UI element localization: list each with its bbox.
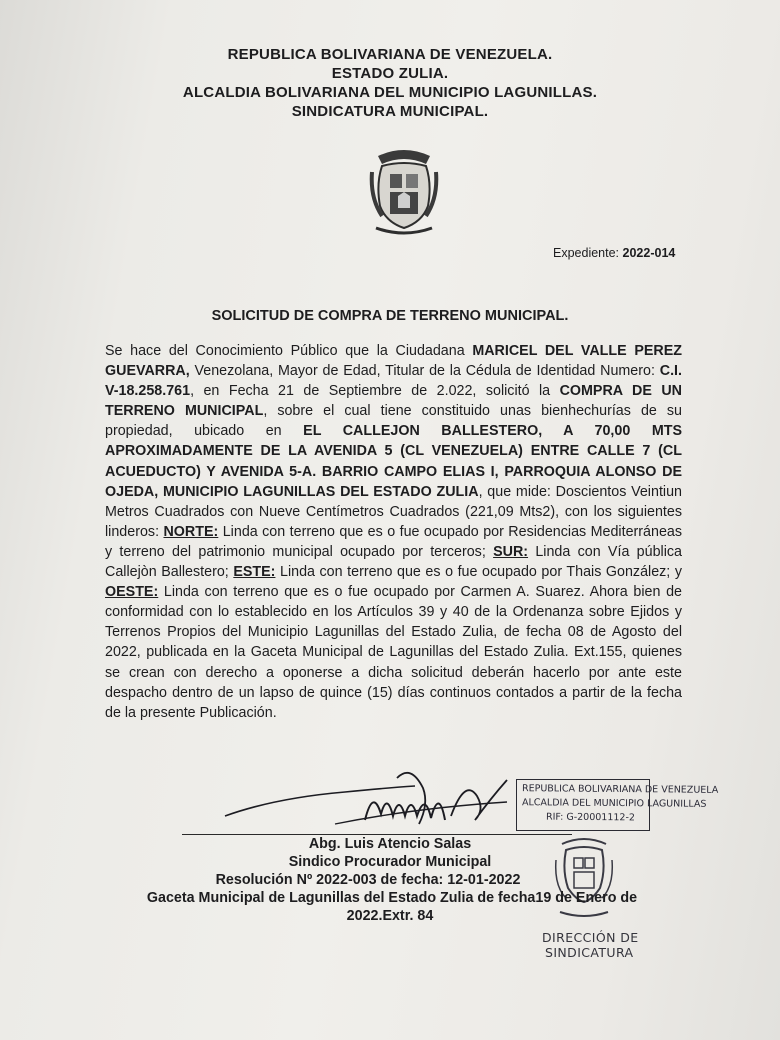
header-line-republic: REPUBLICA BOLIVARIANA DE VENEZUELA. (227, 46, 553, 63)
expediente-number (553, 246, 675, 260)
stamp-line-direccion: DIRECCIÓN DE (542, 930, 639, 945)
stamp-line-rif: RIF: G-20001112-2 (545, 811, 636, 824)
body-text: Linda con Vía pública Callejòn Ballestero; (105, 543, 682, 581)
header-line-alcaldia: ALCALDIA BOLIVARIANA DEL MUNICIPIO LAGUNILLAS. (182, 84, 598, 101)
body-text: , sobre el cual tiene constituido unas bienhechurías de su propiedad, ubicado en (105, 403, 682, 440)
signature-line (182, 834, 572, 835)
gaceta-reference: Gaceta Municipal de Lagunillas del Estado Zulia de fecha19 de Enero de (146, 890, 638, 906)
body-text: Linda con terreno que es o fue ocupado por Thais González; y (275, 564, 682, 581)
body-text: Linda con terreno que es o fue ocupado por Carmen A. Suarez. Ahora bien de conformidad con lo establecido en los Artículos 39 y 40 de la Ordenanza sobre Ejidos y Terrenos Propios del Municipio Lagunillas del Estado Zulia, de fecha 08 de Agosto del 2022, publicada en la Gaceta Municipal de Lagunillas del Estado Zulia. Ext.155, quienes se crean con derecho a oponerse a dicha solicitud deberán hacerlo por ante este despacho dentro de un lapso de quince (15) días continuos contados a partir de la fecha de la presente Publicación. (105, 584, 682, 721)
signatory-role: Sindico Procurador Municipal (288, 854, 492, 870)
body-text: Se hace del Conocimiento Público que la Ciudadana (105, 343, 473, 359)
stamp-line-republic: REPUBLICA BOLIVARIANA DE VENEZUELA (521, 783, 719, 796)
handwritten-signature (215, 758, 515, 838)
gaceta-reference-cont: 2022.Extr. 84 (346, 908, 434, 924)
municipal-coat-of-arms-icon (368, 142, 440, 238)
applicant-name: MARICEL DEL VALLE PEREZ GUEVARRA, (105, 343, 682, 380)
header-line-sindicatura: SINDICATURA MUNICIPAL. (291, 103, 489, 120)
signatory-name: Abg. Luis Atencio Salas (308, 836, 472, 852)
property-location: EL CALLEJON BALLESTERO, A 70,00 MTS APROXIMADAMENTE DE LA AVENIDA 5 (CL VENEZUELA) ENTRE CALLE 7 (CL ACUEDUCTO) Y AVENIDA 5-A. BARRIO CAMPO ELIAS I, PARROQUIA ALONSO DE OJEDA, MUNICIPIO LAGUNILLAS DEL ESTADO ZULIA (105, 423, 683, 500)
boundary-west-label: OESTE: (105, 584, 159, 601)
header-line-state: ESTADO ZULIA. (331, 65, 449, 82)
expediente-value: 2022-014 (622, 246, 676, 260)
stamp-line-alcaldia: ALCALDIA DEL MUNICIPIO LAGUNILLAS (521, 797, 707, 810)
boundary-east-label: ESTE: (233, 564, 276, 581)
expediente-label: Expediente: (553, 246, 620, 260)
document-header (0, 45, 780, 121)
resolution-reference: Resolución Nº 2022-003 de fecha: 12-01-2022 (215, 872, 521, 888)
body-text: , que mide: Doscientos Veintiun Metros Cuadrados con Nueve Centímetros Cuadrados (221,09 Mts2), con los siguientes linderos: (105, 483, 682, 540)
document-title: SOLICITUD DE COMPRA DE TERRENO MUNICIPAL. (211, 308, 569, 324)
stamp-line-sindicatura: SINDICATURA (545, 945, 634, 960)
identity-number: C.I. V-18.258.761 (105, 363, 682, 400)
request-type: COMPRA DE UN TERRENO MUNICIPAL (105, 383, 682, 420)
boundary-north-label: NORTE: (163, 523, 219, 540)
boundary-south-label: SUR: (493, 543, 529, 560)
body-text: , en Fecha 21 de Septiembre de 2.022, solicitó la (190, 383, 560, 400)
body-text: Venezolana, Mayor de Edad, Titular de la Cédula de Identidad Numero: (189, 363, 660, 380)
document-body (105, 341, 682, 723)
body-text: Linda con terreno que es o fue ocupado por Residencias Mediterráneas y terreno del patrimonio municipal ocupado por terceros; (105, 523, 682, 560)
